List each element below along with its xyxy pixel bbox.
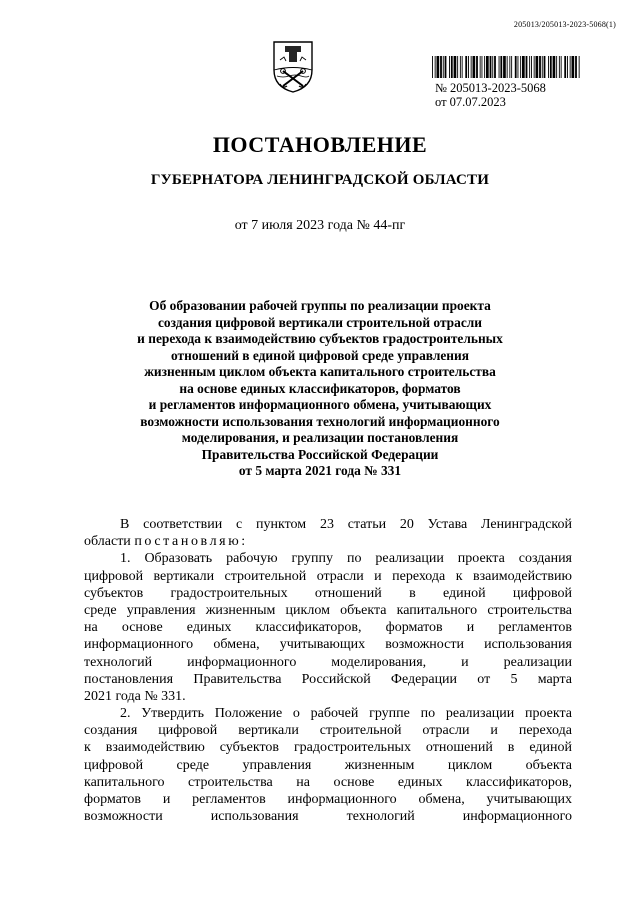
barcode-bar: [570, 56, 571, 78]
body-text: области: [84, 534, 135, 550]
barcode-bar: [536, 56, 539, 78]
barcode-bar: [507, 56, 508, 78]
paragraph-2-line: капитального строительства на основе единых классификаторов,: [84, 774, 572, 790]
barcode-bar: [561, 56, 562, 78]
barcode-bar: [499, 56, 500, 78]
body-line: В соответствии с пунктом 23 статьи 20 Устава Ленинградской: [120, 517, 572, 532]
barcode-bar: [559, 56, 560, 78]
paragraph-2-line: создания цифровой вертикали строительной отрасли и перехода: [84, 723, 572, 739]
paragraph-2-line: 2. Утвердить Положение о рабочей группе по реализации проекта: [120, 706, 572, 722]
subject-line: жизненным циклом объекта капитального строительства: [144, 364, 496, 379]
document-title: ПОСТАНОВЛЕНИЕ: [212, 132, 428, 157]
subject-line: Об образовании рабочей группы по реализации проекта: [149, 298, 491, 313]
barcode-bar: [522, 56, 525, 78]
document-body: [84, 516, 572, 825]
subject-line: от 5 марта 2021 года № 331: [238, 463, 402, 478]
paragraph-1-line: на основе единых классификаторов, форматов и регламентов: [84, 620, 572, 636]
barcode-bar: [544, 56, 546, 78]
barcode-bar: [468, 56, 469, 78]
barcode-bar: [462, 56, 463, 78]
subject-line: создания цифровой вертикали строительной отрасли: [157, 314, 483, 330]
document-issuer: ГУБЕРНАТОРА ЛЕНИНГРАДСКОЙ ОБЛАСТИ: [150, 172, 490, 188]
barcode-bar: [511, 56, 512, 78]
paragraph-1-line: технологий информационного моделирования, и реализации: [84, 654, 572, 670]
barcode-bar: [556, 56, 557, 78]
barcode-bar: [494, 56, 496, 78]
document-reference-code: 205013/205013-2023-5068(1): [513, 20, 616, 29]
barcode-bar: [575, 56, 577, 78]
paragraph-1-line: 2021 года № 331.: [84, 688, 186, 704]
barcode-bar: [500, 56, 502, 78]
barcode-bar: [490, 56, 492, 78]
subject-line: моделирования, и реализации постановления: [181, 430, 459, 445]
subject-line: и перехода к взаимодействию субъектов градостроительных: [137, 331, 503, 346]
subject-line: Правительства Российской Федерации: [201, 446, 439, 462]
barcode-bar: [515, 56, 517, 78]
subject-line: отношений в единой цифровой среде управления: [171, 347, 469, 363]
paragraph-1-line: среде управления жизненным циклом объекта капитального строительства: [84, 602, 572, 618]
subject-line: на основе единых классификаторов, форматов: [179, 380, 461, 396]
barcode-bar: [492, 56, 493, 78]
body-line: [84, 533, 572, 550]
barcode-bar: [572, 56, 575, 78]
barcode-bar: [476, 56, 478, 78]
document-subject: [92, 298, 548, 480]
barcode-bar: [567, 56, 568, 78]
barcode-bar: [484, 56, 485, 78]
barcode-bar: [435, 56, 436, 78]
barcode-bar: [432, 56, 433, 78]
barcode-bar: [542, 56, 543, 78]
paragraph-2-line: к взаимодействию субъектов градостроительных отношений в единой: [84, 740, 572, 756]
paragraph-1-line: цифровой вертикали строительной отрасли и перехода к взаимодействию: [84, 568, 572, 584]
barcode-bar: [454, 56, 457, 78]
barcode-bar: [526, 56, 528, 78]
paragraph-2-line: возможности использования технологий информационного: [84, 809, 572, 825]
barcode-bar: [486, 56, 489, 78]
paragraph-2-line: форматов и регламентов информационного обмена, учитывающих: [84, 792, 572, 807]
registration-date: от 07.07.2023: [435, 95, 506, 109]
barcode-bar: [437, 56, 440, 78]
subject-line: и регламентов информационного обмена, учитывающих: [148, 397, 492, 412]
barcode-bar: [520, 56, 521, 78]
barcode-bar: [539, 56, 541, 78]
barcode-bar: [534, 56, 535, 78]
barcode-bar: [465, 56, 467, 78]
barcode-bar: [443, 56, 444, 78]
paragraph-1-line: постановления Правительства Российской Федерации от 5 марта: [84, 671, 572, 687]
leningrad-oblast-coat-of-arms-icon: [271, 40, 315, 94]
barcode-bar: [518, 56, 519, 78]
paragraph-2-line: цифровой среде управления жизненным циклом объекта: [84, 757, 572, 773]
barcode-bar: [457, 56, 458, 78]
barcode-bar: [460, 56, 461, 78]
registration-number: № 205013-2023-5068: [435, 81, 546, 95]
barcode-bar: [579, 56, 580, 78]
barcode-bar: [451, 56, 453, 78]
decree-word: постановляю:: [134, 534, 248, 550]
barcode-bar: [550, 56, 552, 78]
barcode: [432, 56, 580, 78]
barcode-bar: [529, 56, 530, 78]
barcode-bar: [480, 56, 481, 78]
barcode-bar: [548, 56, 549, 78]
paragraph-1-line: 1. Образовать рабочую группу по реализации проекта создания: [120, 551, 572, 567]
barcode-bar: [553, 56, 556, 78]
paragraph-1-line: информационного обмена, учитывающих возможности использования: [84, 637, 572, 653]
barcode-bar: [440, 56, 442, 78]
document-date-number: от 7 июля 2023 года № 44-пг: [234, 218, 406, 233]
subject-line: возможности использования технологий информационного: [140, 413, 500, 429]
barcode-bar: [445, 56, 447, 78]
barcode-bar: [564, 56, 566, 78]
barcode-bar: [503, 56, 506, 78]
barcode-bar: [531, 56, 532, 78]
barcode-bar: [471, 56, 472, 78]
barcode-bar: [449, 56, 450, 78]
barcode-bar: [482, 56, 483, 78]
barcode-bar: [509, 56, 510, 78]
barcode-bar: [473, 56, 476, 78]
paragraph-1-line: субъектов градостроительных отношений в единой цифровой: [84, 585, 572, 601]
